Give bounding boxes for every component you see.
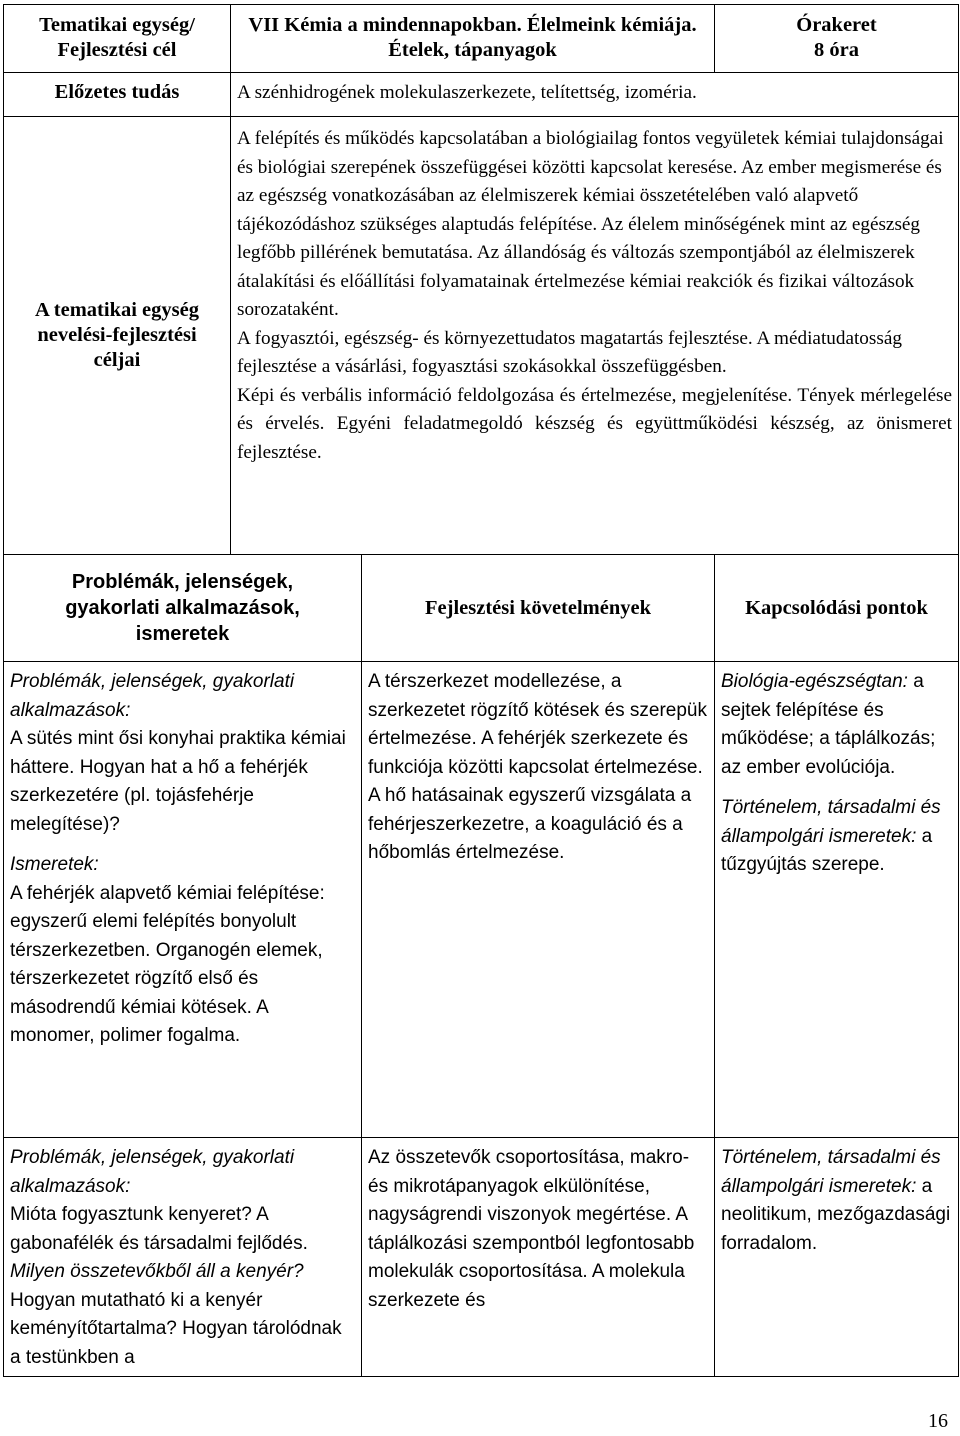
goals-text-cell	[231, 117, 959, 555]
link-history-2-label: Történelem, társadalmi és állampolgári ismeretek:	[721, 1147, 941, 1197]
requirements-cell-2: Az összetevők csoportosítása, makro-és mikrotápanyagok elkülönítése, nagyságrendi viszonyok megértése. A táplálkozási szempontból legfontosabb molekulák csoportosítása. A molekula szerkezete és	[362, 1138, 715, 1377]
header-row	[4, 5, 959, 73]
problems-label-2: Problémák, jelenségek, gyakorlati alkalmazások:	[10, 1147, 295, 1197]
unit-title: VII Kémia a mindennapokban. Élelmeink kémiája.	[248, 14, 697, 36]
goals-row	[4, 117, 959, 555]
unit-subtitle: Ételek, tápanyagok	[388, 39, 557, 61]
link-history-label: Történelem, társadalmi és állampolgári ismeretek:	[721, 797, 941, 847]
goals-paragraph-3: Képi és verbális információ feldolgozása és értelmezése, megjelenítése. Tények mérlegelése és érvelés. Egyéni feladatmegoldó készség és együttműködési készség, az önismeret fejlesztése.	[237, 384, 952, 463]
content-row-proteins	[4, 662, 959, 1138]
hours-cell	[715, 5, 959, 73]
column-header-row	[4, 555, 959, 662]
column-header-problems-1: Problémák, jelenségek,	[71, 571, 294, 593]
column-header-requirements: Fejlesztési követelmények	[362, 555, 715, 662]
problems-text-2a: Mióta fogyasztunk kenyeret? A gabonafélék és társadalmi fejlődés.	[10, 1204, 308, 1254]
link-biology	[721, 668, 952, 782]
prior-knowledge-text: A szénhidrogének molekulaszerkezete, telítettség, izoméria.	[231, 73, 959, 117]
column-header-problems-2: gyakorlati alkalmazások,	[65, 597, 300, 619]
unit-label: Tematikai egység/	[39, 14, 195, 36]
link-biology-label: Biológia-egészségtan:	[721, 671, 908, 692]
link-history	[721, 794, 952, 880]
goals-label-3: céljai	[93, 349, 141, 371]
problems-text-2b: Hogyan mutatható ki a kenyér keményítőtartalma? Hogyan tárolódnak a testünkben a	[10, 1289, 342, 1368]
goals-paragraph-2: A fogyasztói, egészség- és környezettudatos magatartás fejlesztése. A médiatudatosság fejlesztése a vásárlási, fogyasztási szokásokkal összefüggésben.	[237, 327, 902, 377]
knowledge-label: Ismeretek:	[10, 854, 99, 875]
links-cell-2	[715, 1138, 959, 1377]
knowledge-text: A fehérjék alapvető kémiai felépítése: egyszerű elemi felépítés bonyolult térszerkezetben. Organogén elemek, térszerkezetet rögzítő első és másodrendű kémiai kötések. A monomer, polimer fogalma.	[10, 882, 325, 1046]
problems-cell-1	[4, 662, 362, 1138]
goals-label-2: nevelési-fejlesztési	[37, 324, 197, 346]
problems-text: A sütés mint ősi konyhai praktika kémiai háttere. Hogyan hat a hő a fehérjék szerkezetére (pl. tojásfehérje melegítése)?	[10, 728, 346, 835]
problems-label: Problémák, jelenségek, gyakorlati alkalmazások:	[10, 671, 295, 721]
column-header-problems-3: ismeretek	[135, 623, 230, 645]
page-number: 16	[928, 1410, 948, 1432]
unit-header-cell	[4, 5, 231, 73]
problems-cell-2	[4, 1138, 362, 1377]
hours-value: 8 óra	[814, 39, 859, 61]
goals-label-1: A tematikai egység	[35, 299, 199, 321]
link-history-2	[721, 1144, 952, 1258]
column-header-links: Kapcsolódási pontok	[715, 555, 959, 662]
prior-knowledge-label: Előzetes tudás	[4, 73, 231, 117]
curriculum-page	[3, 4, 958, 1377]
hours-label: Órakeret	[796, 14, 877, 36]
goal-label: Fejlesztési cél	[57, 39, 177, 61]
title-cell	[231, 5, 715, 73]
curriculum-table	[3, 4, 959, 1377]
requirements-cell-1: A térszerkezet modellezése, a szerkezetet rögzítő kötések és szerepük értelmezése. A fehérjék szerkezete és funkciója közötti kapcsolat értelmezése. A hő hatásainak egyszerű vizsgálata a fehérjeszerkezetre, a koaguláció és a hőbomlás értelmezése.	[362, 662, 715, 1138]
content-row-bread	[4, 1138, 959, 1377]
problems-text-2	[10, 1201, 355, 1372]
goals-paragraph-1: A felépítés és működés kapcsolatában a biológiailag fontos vegyületek kémiai tulajdonságai és biológiai szerepének összefüggései közötti kapcsolat keresése. Az ember megismerése és az egészség vonatkozásában az élelmiszerek kémiai összetételében való alapvető tájékozódáshoz szükséges alaptudás felépítése. Az élelem minőségének mint az egészség legfőbb pillérének bemutatása. Az állandóság és változás szempontjából az élelmiszerek átalakítási és előállítási folyamatainak értelmezése kémiai reakciók és fizikai változások sorozataként.	[237, 128, 944, 320]
column-header-problems	[4, 555, 362, 662]
link-history-2-text: a neolitikum, mezőgazdasági forradalom.	[721, 1175, 951, 1254]
link-biology-text: a sejtek felépítése és működése; a táplálkozás; az ember evolúciója.	[721, 671, 936, 778]
problems-question: Milyen összetevőkből áll a kenyér?	[10, 1261, 304, 1282]
prior-knowledge-row	[4, 73, 959, 117]
links-cell-1	[715, 662, 959, 1138]
goals-label-cell	[4, 117, 231, 555]
link-history-text: a tűzgyújtás szerepe.	[721, 825, 933, 875]
